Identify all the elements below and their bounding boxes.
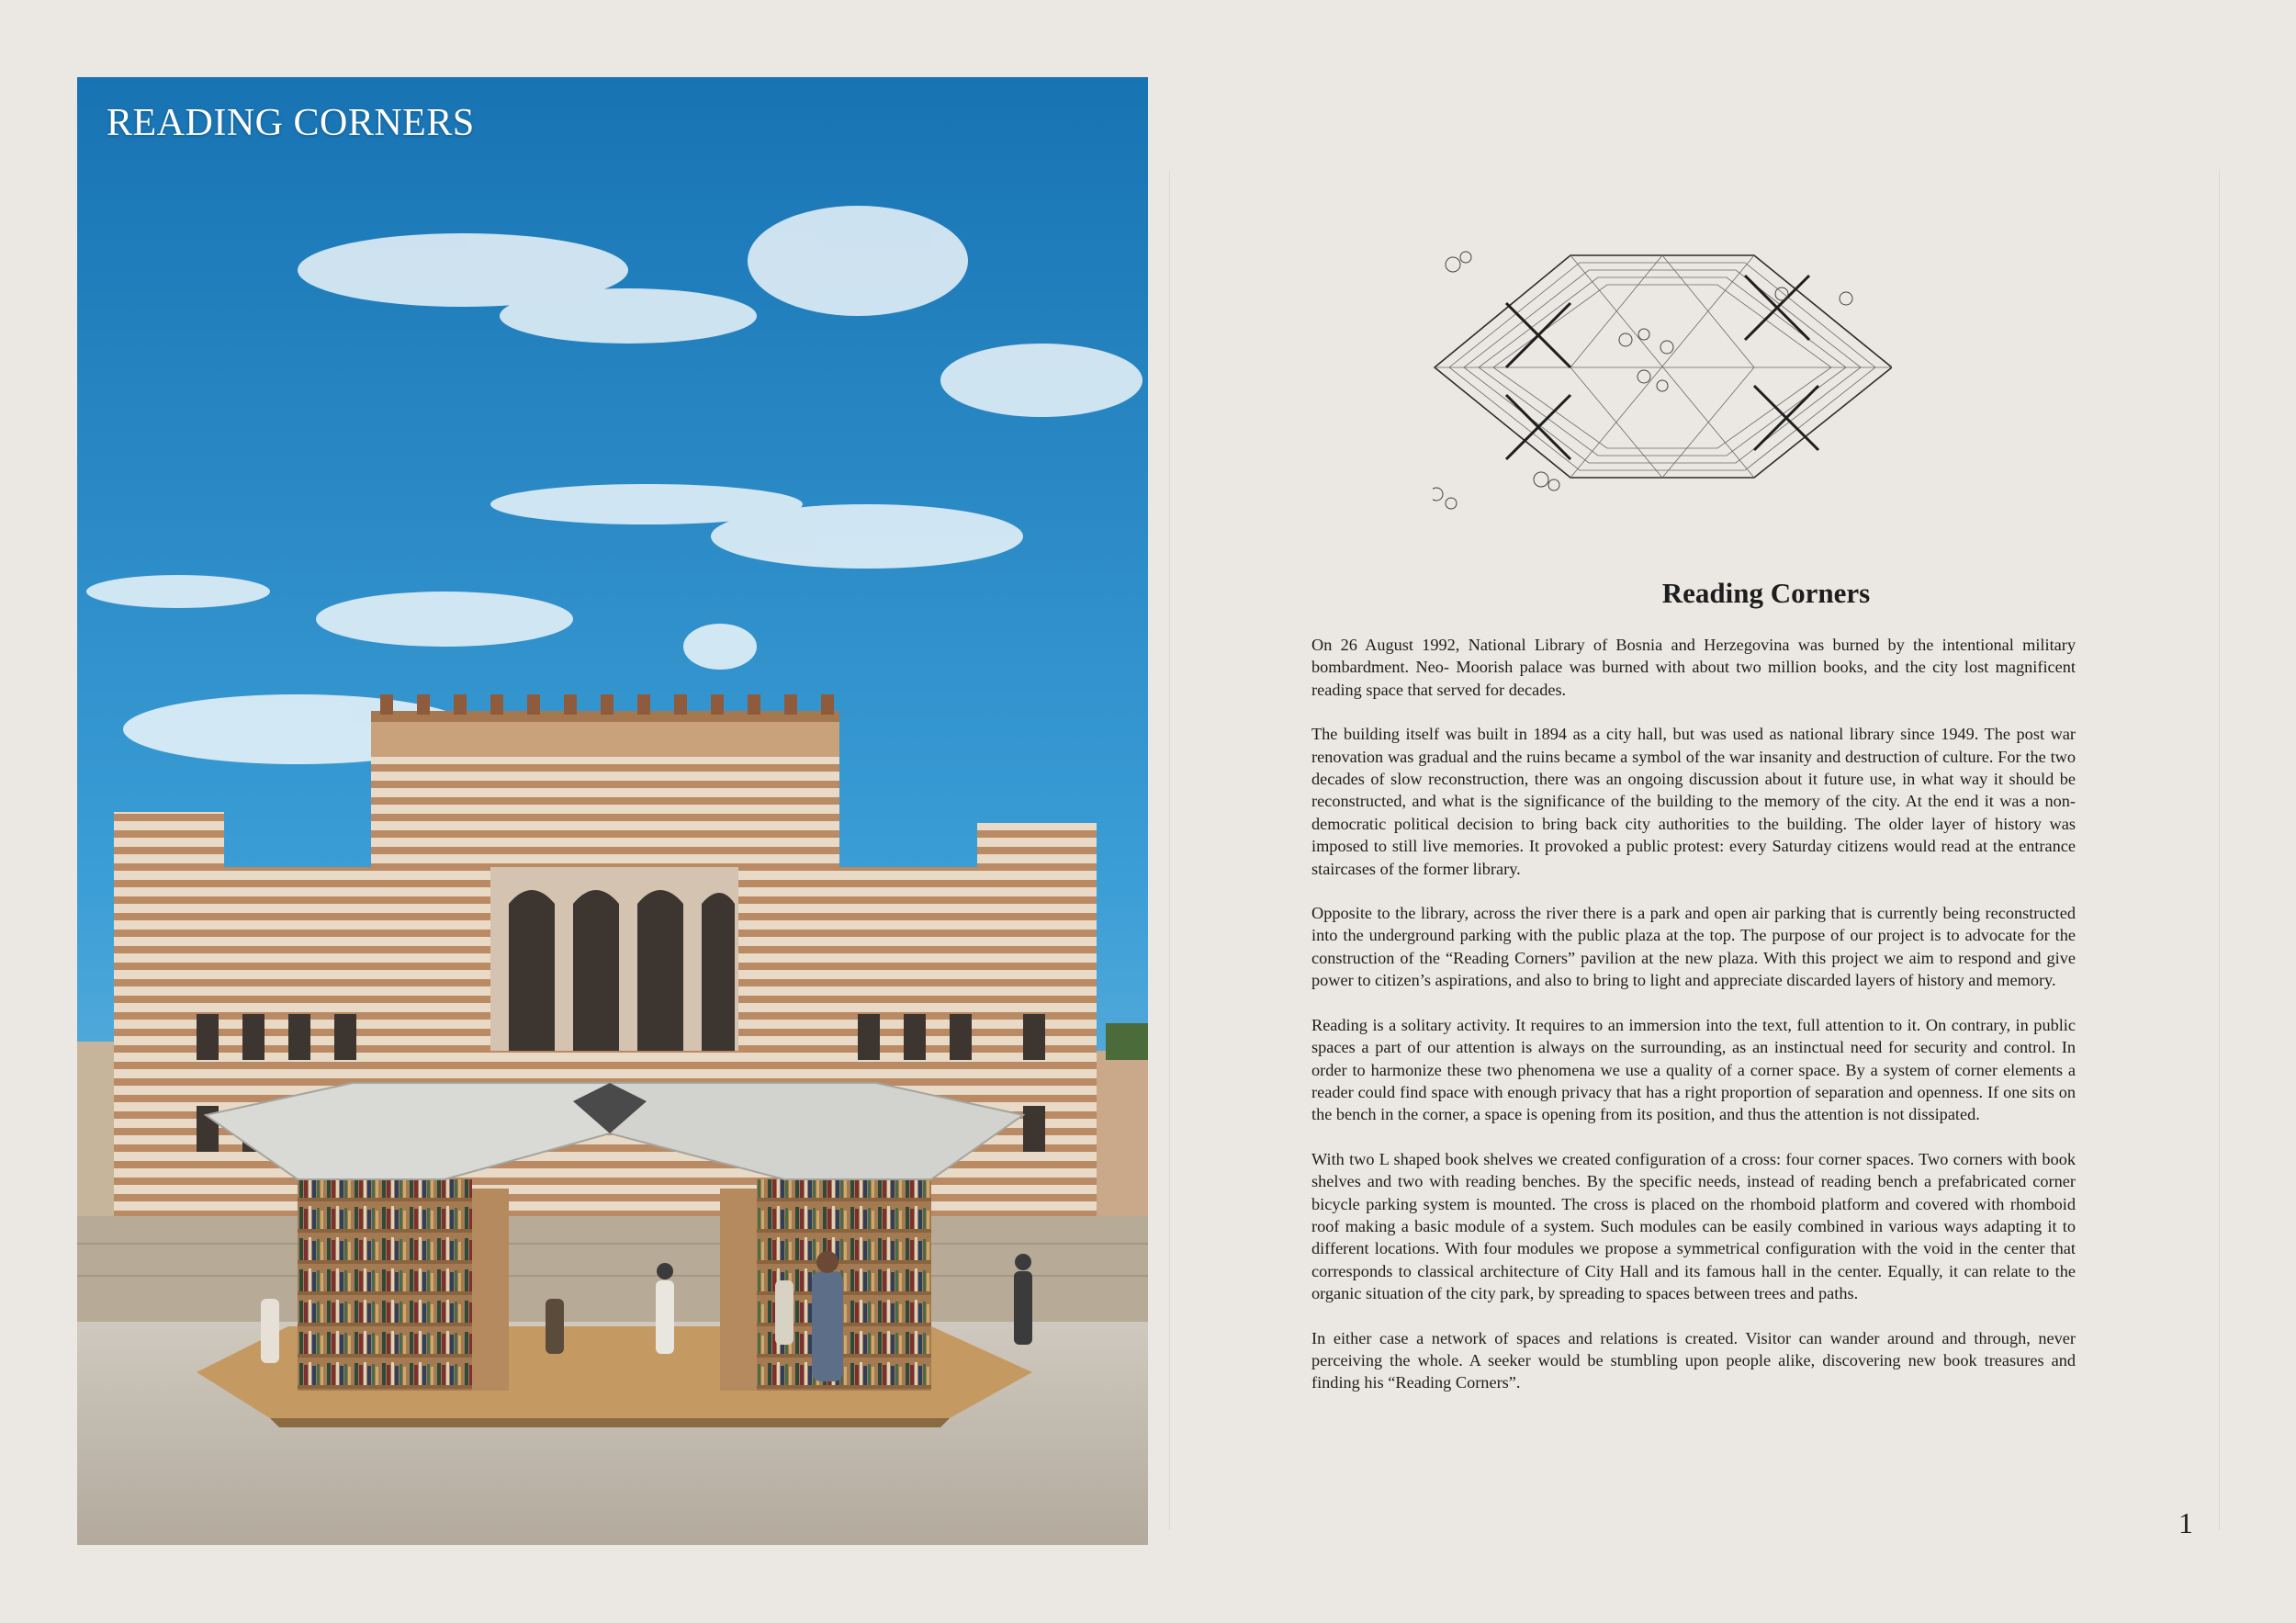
- article-paragraph: Opposite to the library, across the river there is a park and open air parking that is currently being reconstructed into the underground parking with the public plaza at the top. The purpose of our project is to advocate for the construction of the “Reading Corners” pavilion at the new plaza. With this project we aim to respond and give power to citizen’s aspirations, and also to bring to light and appreciate discarded layers of history and memory.: [1311, 904, 2076, 990]
- bookshelf-left: [298, 1179, 472, 1391]
- right-margin-line: [2219, 171, 2220, 1530]
- stone-wall: [77, 1212, 1148, 1322]
- article-body: [1311, 634, 2076, 1416]
- article-paragraph: On 26 August 1992, National Library of Bosnia and Herzegovina was burned by the intentional military bombardment. Neo- Moorish palace was burned with about two million books, and the city lost magnificent reading space that served for decades.: [1311, 636, 2076, 699]
- rendering-image: [77, 77, 1148, 1545]
- article-title: Reading Corners: [1661, 577, 1871, 609]
- page-number: 1: [2178, 1506, 2193, 1539]
- article-paragraph: In either case a network of spaces and relations is created. Visitor can wander around and through, never perceiving the whole. A seeker would be stumbling upon people alike, discovering new book treasures and finding his “Reading Corners”.: [1311, 1328, 2076, 1392]
- plan-diagram: [1433, 239, 1892, 533]
- article-paragraph: The building itself was built in 1894 as a city hall, but was used as national library since 1949. The post war renovation was gradual and the ruins became a symbol of the war insanity and destruction of culture. For the two decades of slow reconstruction, there was an ongoing discussion about it future use, in what way it should be reconstructed, and what is the significance of the building to the memory of the city. At the end it was a non- democratic political decision to bring back city authorities to the building. The older layer of history was imposed to still live memories. It provoked a public protest: every Saturday citizens would read at the entrance staircases of the former library.: [1311, 725, 2076, 878]
- rendering-illustration: [77, 77, 1148, 1545]
- article-paragraph: Reading is a solitary activity. It requires to an immersion into the text, full attention to it. On contrary, in public spaces a part of our attention is always on the surrounding, as an instinctual need for security and control. In order to harmonize these two phenomena we use a quality of a corner space. By a system of corner elements a reader could find space with enough privacy that has a right proportion of separation and openness. If one sits on the bench in the corner, a space is opening from its position, and thus the attention is not dissipated.: [1311, 1015, 2076, 1124]
- rendering-title: READING CORNERS: [107, 102, 475, 144]
- page-divider: [1169, 171, 1170, 1530]
- article-paragraph: With two L shaped book shelves we created configuration of a cross: four corner spaces. Two corners with book shelves and two with reading benches. By the specific needs, instead of reading bench a prefabricated corner bicycle parking system is mounted. The cross is placed on the rhomboid platform and covered with rhomboid roof making a basic module of a system. Such modules can be easily combined in various ways adapting it to different locations. With four modules we propose a symmetrical configuration with the void in the center that corresponds to classical architecture of City Hall and its famous hall in the center. Equally, it can relate to the organic situation of the city park, by spreading to spaces between trees and paths.: [1311, 1149, 2076, 1303]
